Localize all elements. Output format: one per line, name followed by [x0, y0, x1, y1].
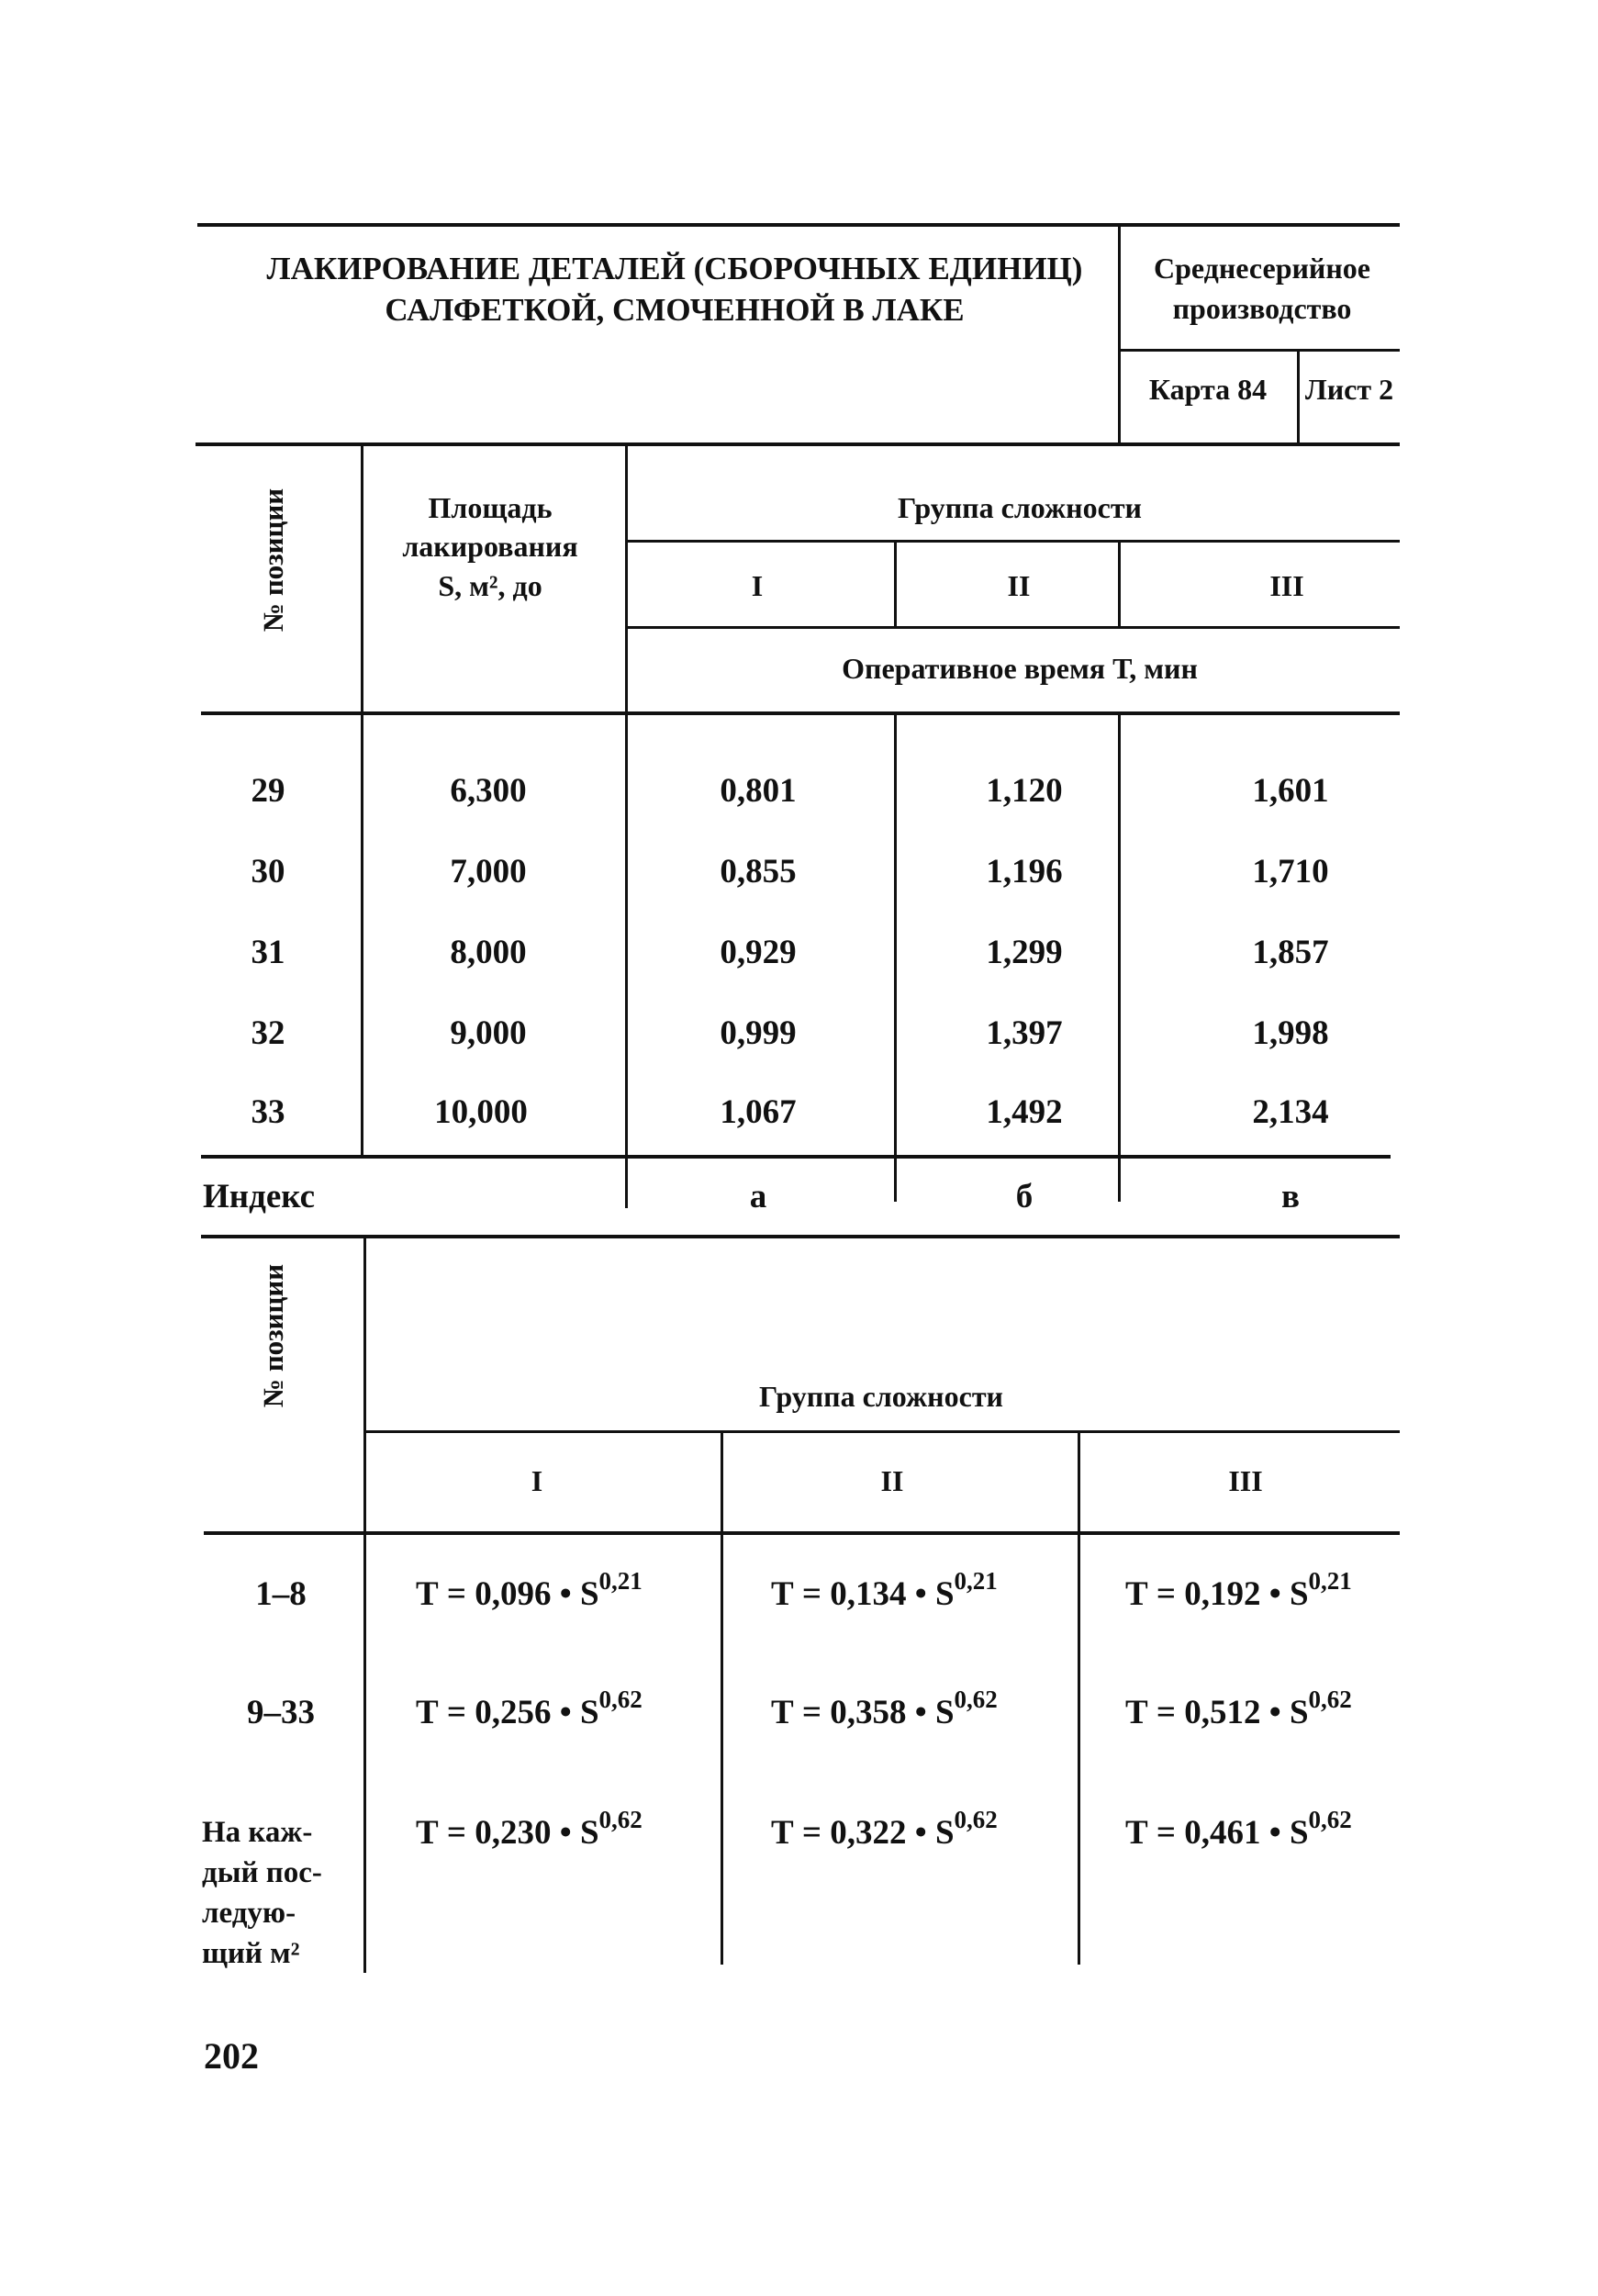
t1-row-pos: 32: [251, 1014, 285, 1052]
t1-row-g3: 2,134: [1252, 1093, 1329, 1131]
t2-group-header: Группа сложности: [759, 1380, 1003, 1413]
t1-row-area: 7,000: [450, 853, 527, 890]
t1-body-bottom-rule: [201, 1155, 1391, 1159]
t1-row-g3: 1,998: [1252, 1014, 1329, 1052]
t1-area-header-line2: лакирования: [402, 530, 578, 563]
t1-col-divider-g1-body: [894, 715, 897, 1202]
t1-group-header: Группа сложности: [898, 491, 1142, 524]
t1-col-divider-g1-head: [894, 542, 897, 628]
t1-row-g2: 1,120: [986, 772, 1063, 810]
t2-head-bottom-rule: [204, 1531, 1400, 1535]
t1-row-g2: 1,492: [986, 1093, 1063, 1131]
t2-group-i: I: [531, 1464, 543, 1497]
t1-row-area: 9,000: [450, 1014, 527, 1052]
production-type-line1: Среднесерийное: [1153, 252, 1371, 285]
t1-area-header-line1: Площадь: [428, 491, 553, 524]
t2-row-pos: 9–33: [247, 1694, 315, 1731]
t1-head-bottom-rule: [201, 711, 1400, 715]
t1-row-g2: 1,299: [986, 934, 1063, 971]
t1-index-bottom-rule: [201, 1235, 1400, 1238]
t1-col-divider-area: [625, 444, 628, 1208]
t2-col-divider-pos: [363, 1238, 366, 1973]
t2-formula-g1: Т = 0,230 • S$^{0,62}$: [416, 1806, 643, 1852]
t1-row-pos: 30: [251, 853, 285, 890]
t1-time-header: Оперативное время Т, мин: [842, 652, 1198, 685]
sheet-number: Лист 2: [1304, 373, 1394, 406]
t1-group-rule: [625, 540, 1400, 543]
card-sheet-divider: [1297, 349, 1300, 443]
t1-row-g2: 1,397: [986, 1014, 1063, 1052]
t1-position-header: № позиции: [257, 487, 289, 633]
t1-row-g1: 0,855: [720, 853, 797, 890]
header-bottom-rule: [196, 442, 1400, 446]
t1-row-g2: 1,196: [986, 853, 1063, 890]
t2-group-iii: III: [1228, 1464, 1263, 1497]
header-top-rule: [197, 223, 1400, 227]
document-title-line2: САЛФЕТКОЙ, СМОЧЕННОЙ В ЛАКЕ: [385, 292, 965, 328]
t1-group-i: I: [751, 569, 764, 602]
card-number: Карта 84: [1148, 373, 1268, 406]
t1-time-rule: [625, 626, 1400, 629]
t1-col-divider-pos: [361, 444, 363, 1159]
t2-formula-g3: Т = 0,512 • S$^{0,62}$: [1125, 1686, 1352, 1731]
t1-row-g3: 1,601: [1252, 772, 1329, 810]
t2-row-pos: 1–8: [255, 1575, 307, 1613]
t2-formula-g3: Т = 0,461 • S$^{0,62}$: [1125, 1806, 1352, 1852]
t1-row-g1: 1,067: [720, 1093, 797, 1131]
t2-formula-g3: Т = 0,192 • S$^{0,21}$: [1125, 1567, 1352, 1613]
t2-row-pos-note: На каж-дый пос-ледую-щий м²: [202, 1816, 322, 1970]
t2-formula-g1: Т = 0,256 • S$^{0,62}$: [416, 1686, 643, 1731]
header-right-divider: [1118, 223, 1121, 443]
t1-row-pos: 33: [251, 1093, 285, 1131]
t1-row-area: 6,300: [450, 772, 527, 810]
t1-group-ii: II: [1007, 569, 1031, 602]
t1-row-g1: 0,999: [720, 1014, 797, 1052]
t1-row-pos: 29: [251, 772, 285, 810]
page-number: 202: [204, 2035, 259, 2077]
t2-formula-g2: Т = 0,322 • S$^{0,62}$: [771, 1806, 998, 1852]
t1-row-g1: 0,929: [720, 934, 797, 971]
t1-index-label: Индекс: [203, 1178, 316, 1215]
t1-row-g1: 0,801: [720, 772, 797, 810]
production-type-line2: производство: [1172, 292, 1352, 325]
t1-group-iii: III: [1269, 569, 1304, 602]
t2-col-divider-g2: [1078, 1432, 1080, 1965]
t2-group-ii: II: [880, 1464, 904, 1497]
t1-row-area: 10,000: [434, 1093, 528, 1131]
t1-row-g3: 1,857: [1252, 934, 1329, 971]
t1-index-b: б: [1015, 1178, 1034, 1215]
t1-row-area: 8,000: [450, 934, 527, 971]
t1-col-divider-g2-head: [1118, 542, 1121, 628]
t2-group-rule: [363, 1430, 1400, 1433]
document-title-line1: ЛАКИРОВАНИЕ ДЕТАЛЕЙ (СБОРОЧНЫХ ЕДИНИЦ): [266, 251, 1083, 286]
card-box-top-rule: [1118, 349, 1400, 352]
t1-col-divider-g2-body: [1118, 715, 1121, 1202]
t1-index-v: в: [1281, 1178, 1300, 1215]
t2-formula-g2: Т = 0,134 • S$^{0,21}$: [771, 1567, 998, 1613]
t1-row-g3: 1,710: [1252, 853, 1329, 890]
t2-position-header: № позиции: [257, 1263, 289, 1408]
t1-row-pos: 31: [251, 934, 285, 971]
t1-index-a: а: [749, 1178, 767, 1215]
t2-formula-g2: Т = 0,358 • S$^{0,62}$: [771, 1686, 998, 1731]
t2-formula-g1: Т = 0,096 • S$^{0,21}$: [416, 1567, 643, 1613]
t2-col-divider-g1: [721, 1432, 723, 1965]
t1-area-header-line3: S, м², до: [438, 569, 542, 602]
